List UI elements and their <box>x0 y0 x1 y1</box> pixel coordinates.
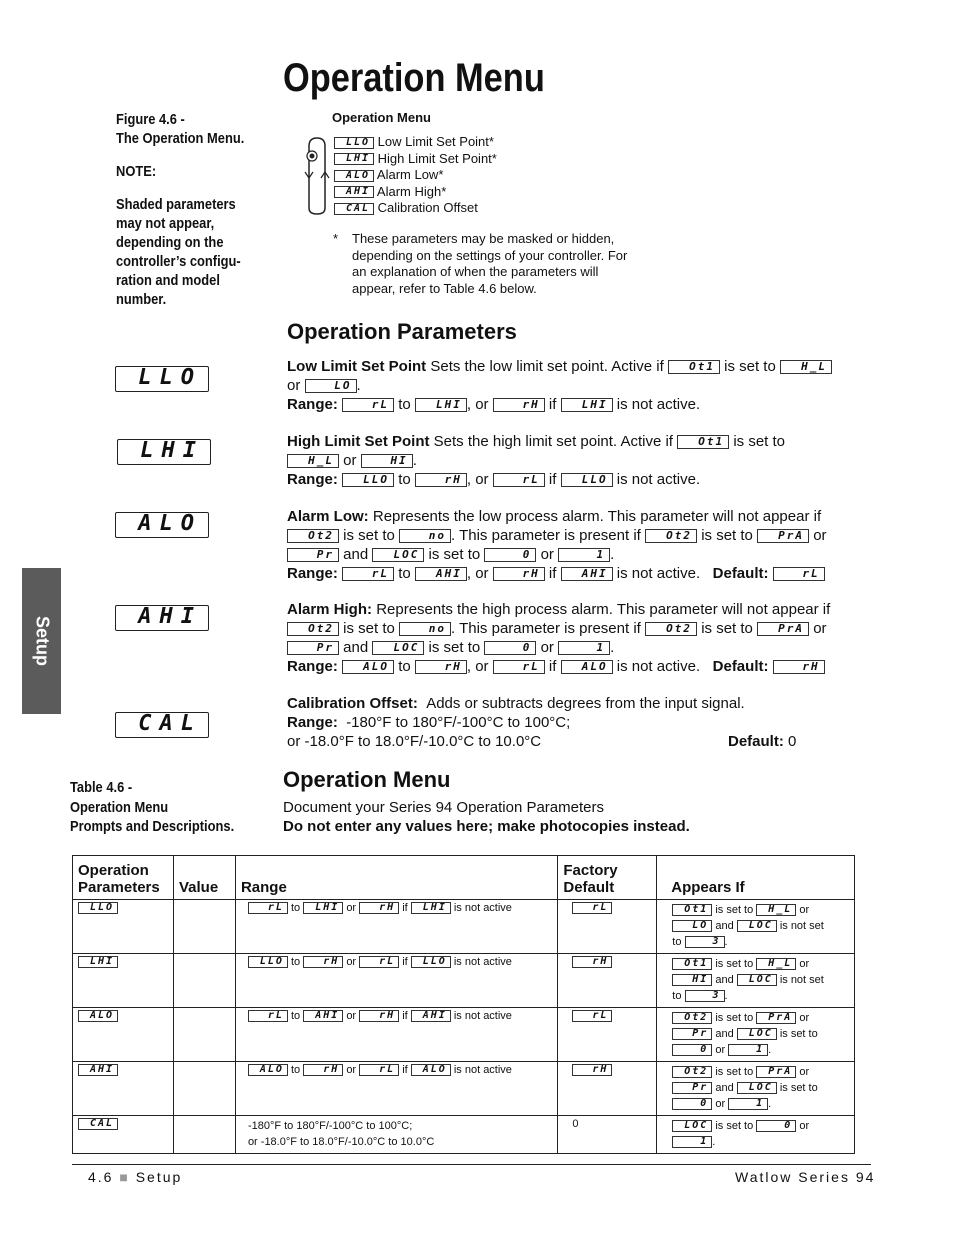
header-appears-if: Appears If <box>657 856 855 900</box>
figure-caption-line2: The Operation Menu. <box>116 130 245 147</box>
menu-item <box>334 134 497 151</box>
square-icon: ■ <box>119 1169 130 1185</box>
figure-footnote: These parameters may be masked or hidden, depending on the settings of your controller. For an explanation of when the parameters will appear, refer to Table 4.6 below. <box>352 231 628 296</box>
table-row: ALO rL to AHI or rH if AHI is not active rL Ot2 is set to PrA or Pr and LOC is set to 0 or 1 . <box>73 1008 855 1062</box>
header-factory-default: Factory Default <box>558 856 657 900</box>
table-warning: Do not enter any values here; make photocopies instead. <box>283 818 690 835</box>
table-intro: Document your Series 94 Operation Parameters <box>283 799 604 816</box>
value-cell <box>173 1008 235 1062</box>
param-cal: Calibration Offset: Adds or subtracts degrees from the input signal. Range: -180°F to 180°F/-100°C to 100°C; or -18.0°F to 18.0°F/-10.0°C to 10.0°C Default: 0 <box>287 695 797 750</box>
param-name: Low Limit Set Point <box>287 358 427 375</box>
cycle-arrow-icon <box>303 134 333 218</box>
value-cell <box>173 1116 235 1154</box>
menu-item <box>334 200 497 217</box>
param-name: Alarm High: <box>287 601 373 618</box>
page-title: Operation Menu <box>283 56 545 100</box>
figure-menu-title: Operation Menu <box>332 110 431 125</box>
side-tab-label: Setup <box>32 615 52 667</box>
table-caption: Table 4.6 - Operation Menu Prompts and Descriptions. <box>70 779 235 835</box>
lcd-ahi: AHI <box>334 186 374 198</box>
lcd-display-lhi: LHI <box>117 439 211 465</box>
note-text: Shaded parameters may not appear, depending on the controller’s configu- ration and model number. <box>116 196 241 308</box>
figure-caption <box>116 110 254 309</box>
param-lhi: High Limit Set Point Sets the high limit set point. Active if Ot1 is set to H_L or HI . Range: LLO to rH , or rL if LLO is not active. <box>287 433 785 488</box>
menu-item <box>334 184 497 201</box>
lcd-alo: ALO <box>334 170 374 182</box>
header-value: Value <box>173 856 235 900</box>
lcd-display-cal: CAL <box>115 712 209 738</box>
footnote-mark: * <box>333 231 339 246</box>
table-row: LHI LLO to rH or rL if LLO is not active rH Ot1 is set to H_L or HI and LOC is not set to 3 . <box>73 954 855 1008</box>
lcd-display-alo: ALO <box>115 512 209 538</box>
note-label: NOTE: <box>116 163 157 180</box>
param-ahi: Alarm High: Represents the high process alarm. This parameter will not appear if Ot2 is set to no . This parameter is present if Ot2 is set to PrA or Pr and LOC is set to 0 or 1 . Range: ALO to rH , or rL if ALO is not active. Default: rH <box>287 601 831 675</box>
menu-item-label: High Limit Set Point* <box>377 150 497 166</box>
table-row: LLO rL to LHI or rH if LHI is not active rL Ot1 is set to H_L or LO and LOC is not set to 3 . <box>73 900 855 954</box>
header-range: Range <box>235 856 557 900</box>
menu-item-label: Calibration Offset <box>377 200 478 215</box>
header-operation-parameters: Operation Parameters <box>73 856 174 900</box>
menu-item-label: Low Limit Set Point* <box>377 134 494 149</box>
lcd-lhi: LHI <box>334 153 374 165</box>
value-cell <box>173 900 235 954</box>
figure-menu-list <box>334 134 497 217</box>
value-cell <box>173 954 235 1008</box>
params-heading: Operation Parameters <box>287 319 517 344</box>
lcd-cal: CAL <box>334 203 374 215</box>
param-name: Calibration Offset: <box>287 695 418 712</box>
table-row: AHI ALO to rH or rL if ALO is not active rH Ot2 is set to PrA or Pr and LOC is set to 0 or 1 . <box>73 1062 855 1116</box>
table-header-row <box>73 856 855 900</box>
menu-item-label: Alarm High* <box>376 183 447 199</box>
lcd-llo: LLO <box>334 137 374 149</box>
param-alo: Alarm Low: Represents the low process alarm. This parameter will not appear if Ot2 is set to no . This parameter is present if Ot2 is set to PrA or Pr and LOC is set to 0 or 1 . Range: rL to AHI , or rH if AHI is not active. Default: rL <box>287 508 827 582</box>
param-name: High Limit Set Point <box>287 433 430 450</box>
footer-left: 4.6 ■ Setup <box>88 1169 183 1185</box>
table-heading: Operation Menu <box>283 767 451 792</box>
operation-table <box>72 855 855 1154</box>
lcd-display-llo: LLO <box>115 366 209 392</box>
lcd-display-ahi: AHI <box>115 605 209 631</box>
menu-item <box>334 167 497 184</box>
side-tab-setup <box>22 568 61 714</box>
value-cell <box>173 1062 235 1116</box>
param-llo: Low Limit Set Point Sets the low limit set point. Active if Ot1 is set to H_L or LO . Range: rL to LHI , or rH if LHI is not active. <box>287 357 862 414</box>
footer-rule <box>72 1164 871 1165</box>
menu-item <box>334 151 497 168</box>
footer-right: Watlow Series 94 <box>735 1169 876 1185</box>
param-name: Alarm Low: <box>287 508 369 525</box>
table-row: CAL -180°F to 180°F/-100°C to 100°C; or -18.0°F to 18.0°F/-10.0°C to 10.0°C 0 LOC is set to 0 or 1 . <box>73 1116 855 1154</box>
menu-item-label: Alarm Low* <box>376 167 444 182</box>
figure-caption-line1: Figure 4.6 - <box>116 111 185 128</box>
